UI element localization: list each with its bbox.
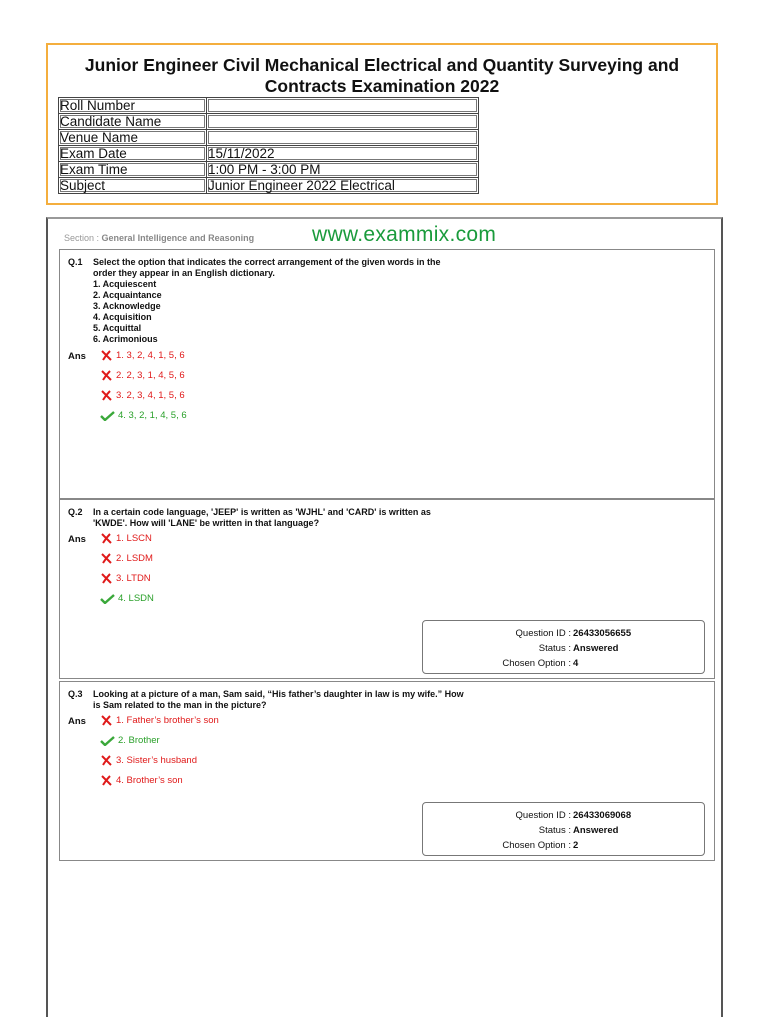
chosen-option-label: Chosen Option :	[502, 840, 571, 851]
cross-icon	[100, 390, 113, 401]
info-label: Venue Name	[59, 130, 207, 146]
status-row	[423, 643, 619, 654]
option-1	[100, 350, 185, 361]
question-number: Q.3	[68, 689, 83, 699]
section-prefix: Section :	[64, 233, 100, 243]
question-line: Select the option that indicates the correct arrangement of the given words in the	[93, 257, 441, 267]
question-text	[93, 689, 533, 711]
ans-label: Ans	[68, 351, 86, 362]
info-value	[207, 114, 479, 130]
question-line: 3. Acknowledge	[93, 301, 161, 311]
question-text	[93, 507, 513, 529]
option-text: 3. LTDN	[116, 573, 151, 584]
question-id-value: 26433056655	[573, 628, 632, 639]
info-value	[207, 98, 479, 114]
option-text: 2. 2, 3, 1, 4, 5, 6	[116, 370, 185, 381]
status-label: Status :	[538, 643, 571, 654]
info-label: Subject	[59, 178, 207, 194]
question-line: is Sam related to the man in the picture?	[93, 700, 267, 710]
candidate-info-table	[58, 97, 479, 194]
question-meta-box	[422, 802, 705, 856]
option-text: 4. Brother’s son	[116, 775, 183, 786]
info-row	[59, 130, 479, 146]
check-icon	[100, 735, 115, 746]
info-label: Exam Time	[59, 162, 207, 178]
question-number: Q.2	[68, 507, 83, 517]
option-text: 4. 3, 2, 1, 4, 5, 6	[118, 410, 187, 421]
cross-icon	[100, 350, 113, 361]
cross-icon	[100, 715, 113, 726]
option-2	[100, 553, 153, 564]
info-label: Exam Date	[59, 146, 207, 162]
question-line: 5. Acquittal	[93, 323, 142, 333]
cross-icon	[100, 573, 113, 584]
option-text: 1. LSCN	[116, 533, 152, 544]
option-4	[100, 593, 154, 604]
cross-icon	[100, 755, 113, 766]
option-text: 2. LSDM	[116, 553, 153, 564]
info-value	[207, 130, 479, 146]
check-icon	[100, 593, 115, 604]
chosen-option-value: 4	[573, 658, 579, 669]
cross-icon	[100, 370, 113, 381]
info-row	[59, 178, 479, 194]
status-row	[423, 825, 619, 836]
info-label: Candidate Name	[59, 114, 207, 130]
question-text	[93, 257, 513, 345]
option-text: 4. LSDN	[118, 593, 154, 604]
check-icon	[100, 410, 115, 421]
question-id-label: Question ID :	[515, 628, 571, 639]
status-label: Status :	[538, 825, 571, 836]
question-line: 2. Acquaintance	[93, 290, 162, 300]
question-id-row	[423, 810, 632, 821]
info-value: Junior Engineer 2022 Electrical	[207, 178, 479, 194]
question-line: 'KWDE'. How will 'LANE' be written in that language?	[93, 518, 320, 528]
option-3	[100, 573, 151, 584]
question-line: order they appear in an English dictionary.	[93, 268, 275, 278]
question-line: 1. Acquiescent	[93, 279, 157, 289]
cross-icon	[100, 775, 113, 786]
info-row	[59, 162, 479, 178]
status-value: Answered	[573, 643, 619, 654]
question-panel	[46, 217, 723, 1017]
exam-title	[48, 55, 716, 97]
question-line: Looking at a picture of a man, Sam said, “His father’s daughter in law is my wife.” How	[93, 689, 464, 699]
question-meta-box	[422, 620, 705, 674]
option-4	[100, 410, 187, 421]
question-id-label: Question ID :	[515, 810, 571, 821]
question-line: In a certain code language, 'JEEP' is written as 'WJHL' and 'CARD' is written as	[93, 507, 431, 517]
exam-title-line2: Contracts Examination 2022	[264, 76, 500, 96]
cross-icon	[100, 553, 113, 564]
exam-header	[46, 43, 718, 205]
exam-title-line1: Junior Engineer Civil Mechanical Electrical and Quantity Surveying and	[84, 55, 680, 75]
info-row	[59, 98, 479, 114]
info-row	[59, 146, 479, 162]
info-row	[59, 114, 479, 130]
chosen-option-value: 2	[573, 840, 579, 851]
option-4	[100, 775, 183, 786]
question-card-3	[59, 681, 715, 861]
option-1	[100, 715, 219, 726]
option-text: 2. Brother	[118, 735, 160, 746]
info-label: Roll Number	[59, 98, 207, 114]
question-number: Q.1	[68, 257, 83, 267]
ans-label: Ans	[68, 716, 86, 727]
chosen-option-label: Chosen Option :	[502, 658, 571, 669]
question-card-1	[59, 249, 715, 499]
chosen-option-row	[423, 658, 579, 669]
status-value: Answered	[573, 825, 619, 836]
option-text: 3. Sister’s husband	[116, 755, 197, 766]
question-card-2	[59, 499, 715, 679]
option-2	[100, 735, 160, 746]
option-text: 1. Father’s brother’s son	[116, 715, 219, 726]
cross-icon	[100, 533, 113, 544]
section-label	[64, 233, 254, 243]
watermark: www.exammix.com	[312, 223, 497, 246]
option-1	[100, 533, 152, 544]
ans-label: Ans	[68, 534, 86, 545]
section-name: General Intelligence and Reasoning	[101, 233, 255, 243]
chosen-option-row	[423, 840, 579, 851]
option-text: 3. 2, 3, 4, 1, 5, 6	[116, 390, 185, 401]
question-line: 4. Acquisition	[93, 312, 152, 322]
option-text: 1. 3, 2, 4, 1, 5, 6	[116, 350, 185, 361]
option-2	[100, 370, 185, 381]
option-3	[100, 755, 197, 766]
question-id-row	[423, 628, 632, 639]
info-value: 1:00 PM - 3:00 PM	[207, 162, 479, 178]
option-3	[100, 390, 185, 401]
question-id-value: 26433069068	[573, 810, 632, 821]
question-line: 6. Acrimonious	[93, 334, 158, 344]
info-value: 15/11/2022	[207, 146, 479, 162]
